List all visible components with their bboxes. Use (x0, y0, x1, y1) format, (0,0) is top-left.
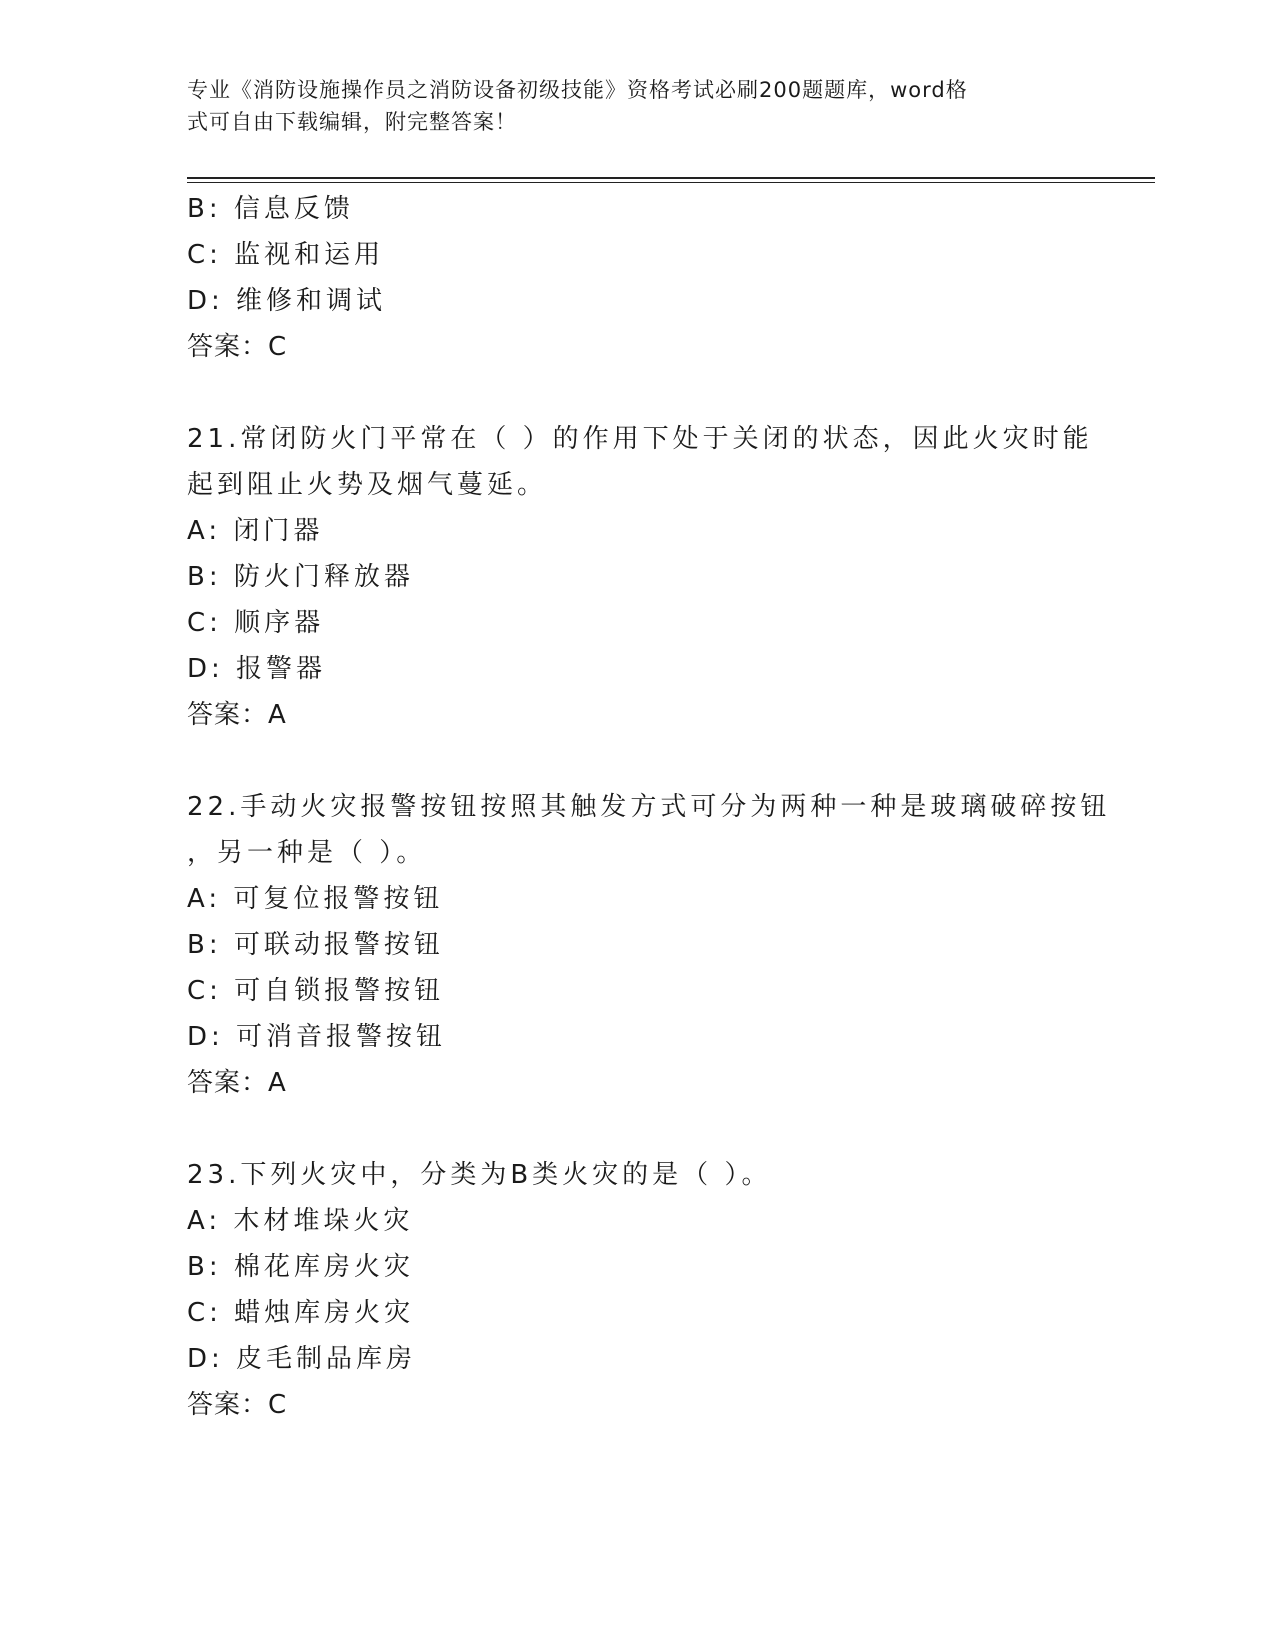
option-a: A: 木材堆垛火灾 (187, 1206, 414, 1236)
question-stem-line-1: 23.下列火灾中，分类为B类火灾的是（ ）。 (187, 1160, 772, 1190)
previous-question-continuation (187, 186, 1087, 370)
option-d: D: 皮毛制品库房 (187, 1344, 417, 1374)
question-21 (187, 416, 1093, 738)
question-stem-line-1: 21.常闭防火门平常在（ ）的作用下处于关闭的状态，因此火灾时能 (187, 424, 1093, 454)
option-c: C: 可自锁报警按钮 (187, 976, 445, 1006)
option-c: C: 蜡烛库房火灾 (187, 1298, 415, 1328)
question-content (187, 186, 1111, 1428)
option-b: B: 可联动报警按钮 (187, 930, 444, 960)
question-stem-line-1: 22.手动火灾报警按钮按照其触发方式可分为两种一种是玻璃破碎按钮 (187, 792, 1111, 822)
question-22 (187, 784, 1111, 1106)
question-23 (187, 1152, 1087, 1428)
spacer (187, 370, 1087, 416)
option-c: C: 监视和运用 (187, 240, 385, 270)
question-stem-line-2: 起到阻止火势及烟气蔓延。 (187, 470, 548, 500)
spacer (187, 738, 1087, 784)
option-d: D: 可消音报警按钮 (187, 1022, 447, 1052)
header-title-line-1: 专业《消防设施操作员之消防设备初级技能》资格考试必刷200题题库，word格 (187, 78, 968, 102)
option-d: D: 报警器 (187, 654, 327, 684)
option-d: D: 维修和调试 (187, 286, 387, 316)
answer-line: 答案：C (187, 332, 288, 362)
header-title-line-2: 式可自由下载编辑，附完整答案！ (187, 110, 517, 134)
option-a: A: 可复位报警按钮 (187, 884, 444, 914)
header-divider-thick (187, 177, 1155, 179)
page-header (187, 74, 1067, 138)
answer-line: 答案：A (187, 1068, 287, 1098)
answer-line: 答案：A (187, 700, 287, 730)
option-a: A: 闭门器 (187, 516, 324, 546)
option-b: B: 棉花库房火灾 (187, 1252, 414, 1282)
answer-line: 答案：C (187, 1390, 288, 1420)
option-c: C: 顺序器 (187, 608, 325, 638)
option-b: B: 信息反馈 (187, 194, 354, 224)
option-b: B: 防火门释放器 (187, 562, 414, 592)
spacer (187, 1106, 1087, 1152)
header-divider-thin (187, 182, 1155, 183)
question-stem-line-2: ，另一种是（ ）。 (187, 838, 427, 868)
